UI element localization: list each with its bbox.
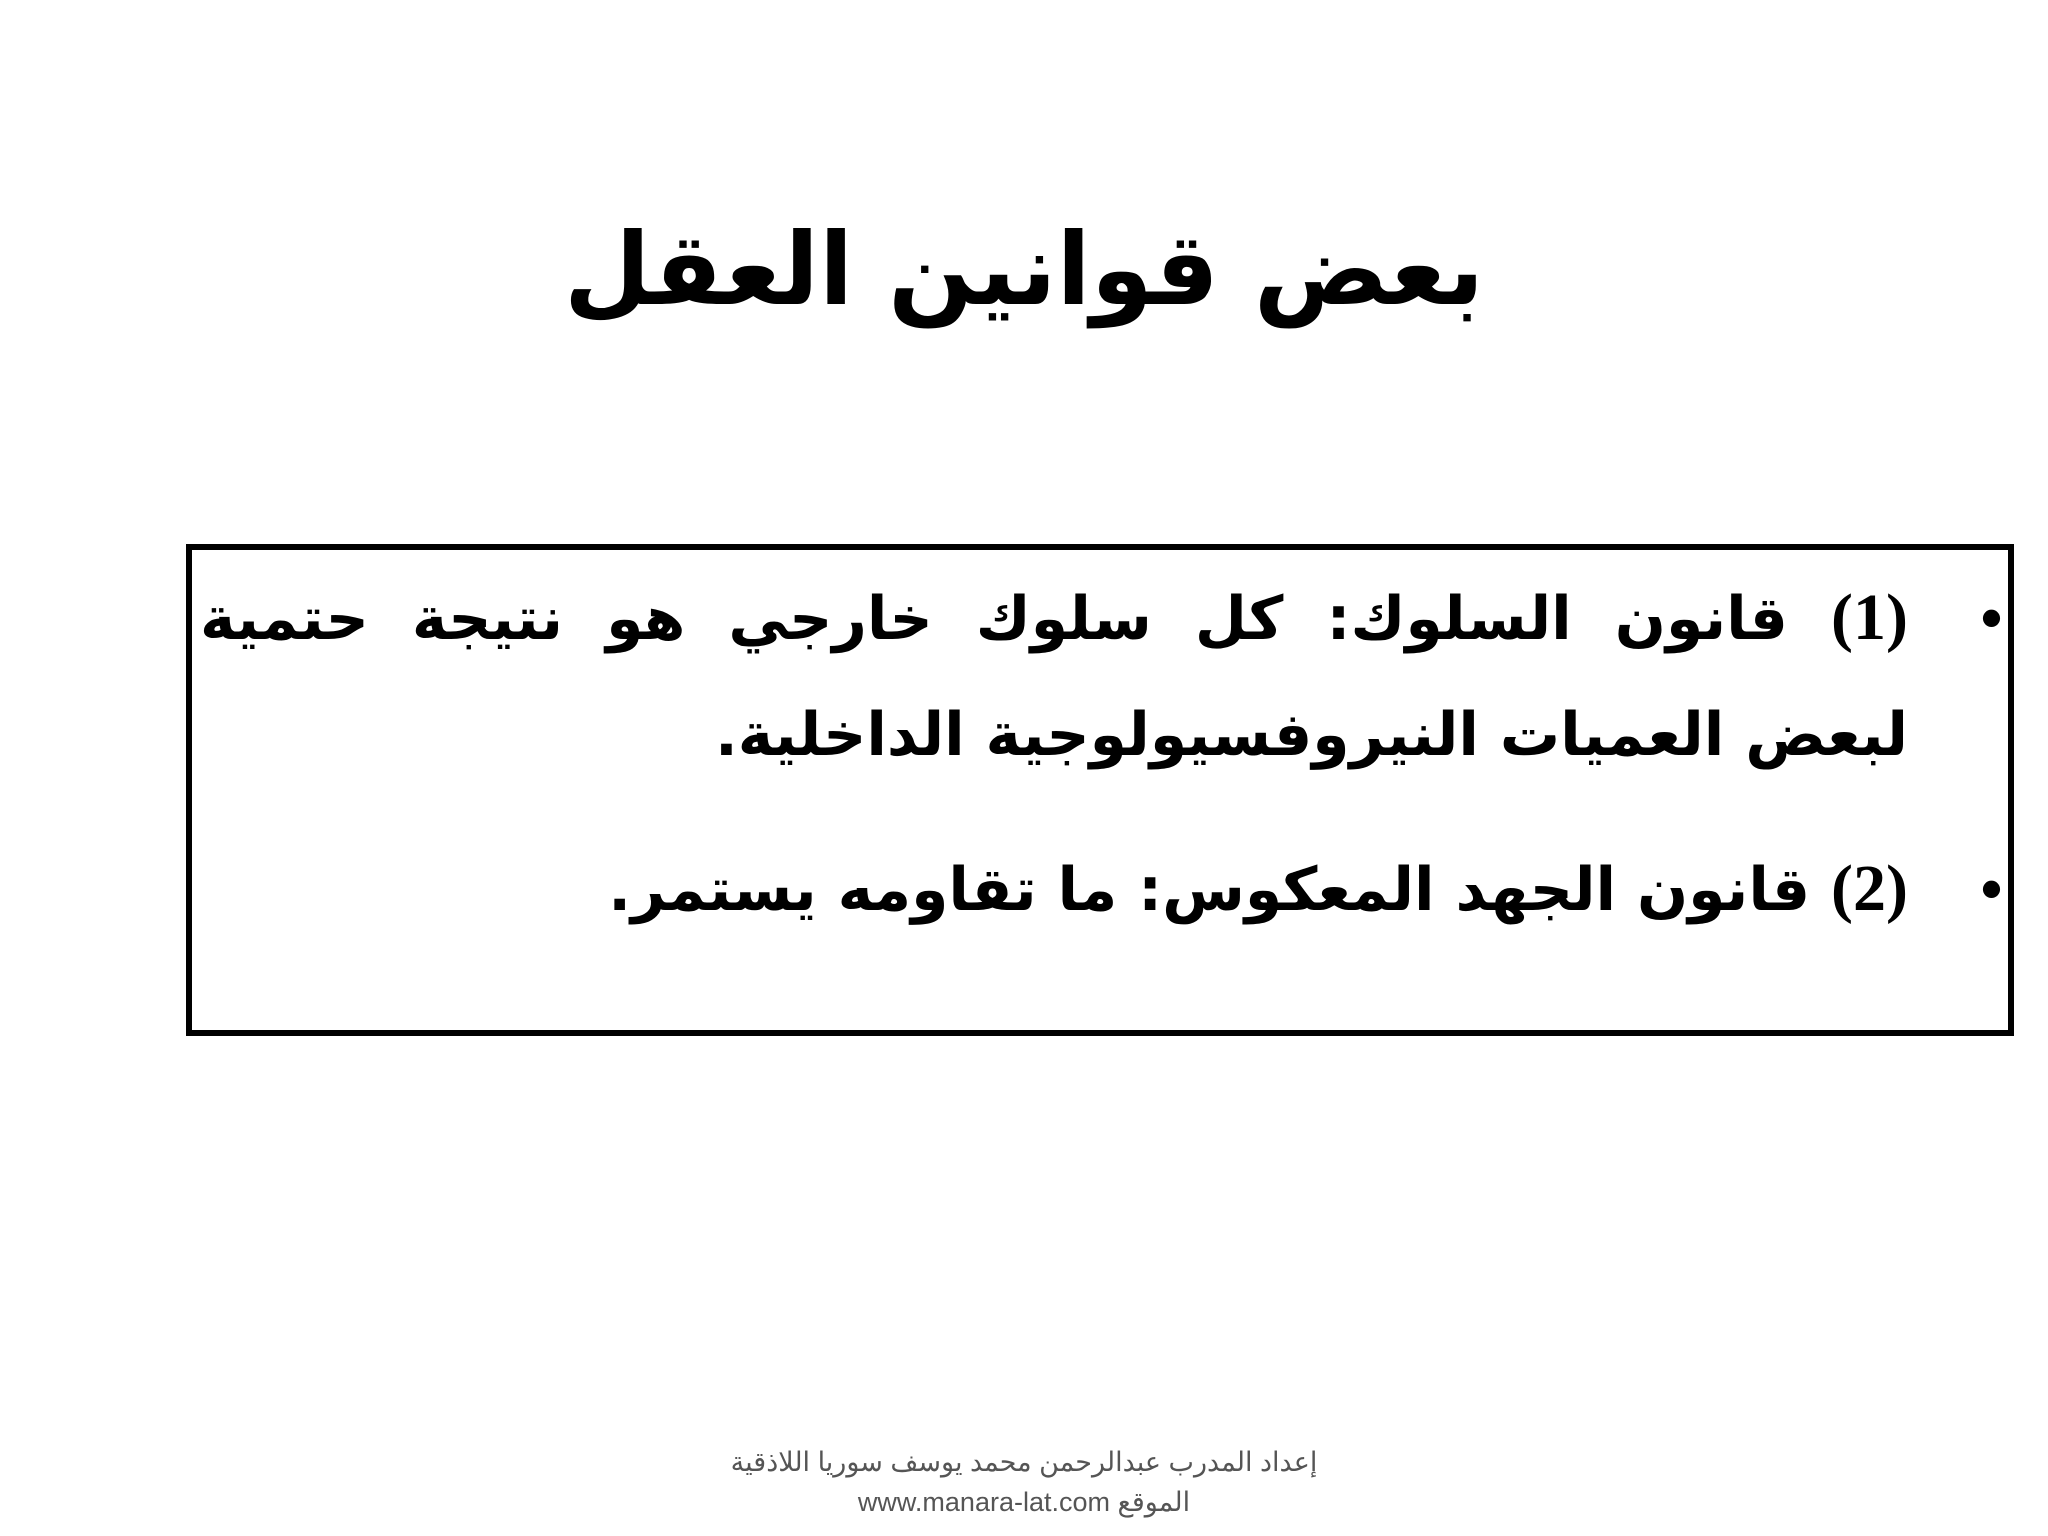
footer — [0, 1442, 2048, 1522]
law-number: (1) — [1831, 581, 1908, 654]
bullet-icon: • — [1980, 584, 2002, 651]
website-url[interactable]: www.manara-lat.com — [857, 1487, 1110, 1517]
law-item-2 — [200, 831, 2000, 948]
footer-credit: إعداد المدرب عبدالرحمن محمد يوسف سوريا اللاذقية — [730, 1447, 1318, 1477]
law-text: قانون السلوك: كل سلوك خارجي هو نتيجة حتمية لبعض العميات النيروفسيولوجية الداخلية. — [200, 584, 1908, 770]
law-text: قانون الجهد المعكوس: ما تقاومه يستمر. — [608, 855, 1811, 925]
footer-website — [0, 1482, 2048, 1522]
laws-list — [200, 560, 2000, 948]
slide-title: بعض قوانين العقل — [563, 211, 1485, 328]
bullet-icon: • — [1980, 855, 2002, 922]
law-item-1 — [200, 560, 2000, 793]
law-number: (2) — [1831, 852, 1908, 925]
website-label: الموقع — [1117, 1487, 1191, 1517]
